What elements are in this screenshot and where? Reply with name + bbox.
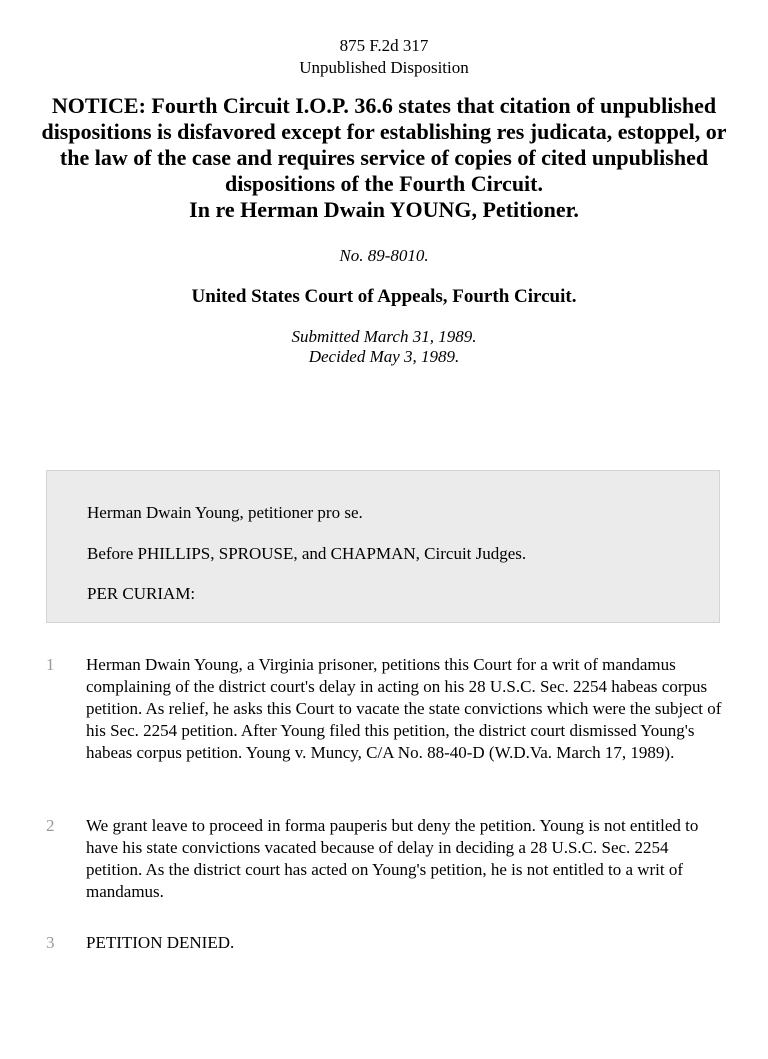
case-citation: 875 F.2d 317 [339, 36, 429, 55]
notice-text: NOTICE: Fourth Circuit I.O.P. 36.6 states that citation of unpublished dispositions is disfavored except for establishing res judicata, estoppel, or the law of the case and requires service of copies of cited unpublished dispositions of the Fourth Circuit. [41, 93, 727, 196]
counsel-box [46, 470, 720, 623]
submitted-date: Submitted March 31, 1989. [291, 327, 477, 346]
paragraph-text: We grant leave to proceed in forma pauperis but deny the petition. Young is not entitled to have his state convictions vacated because of delay in deciding a 28 U.S.C. Sec. 2254 petition. As the district court has acted on Young's petition, he is not entitled to a writ of mandamus. [86, 816, 699, 901]
case-dates [0, 327, 768, 367]
paragraph-number: 2 [46, 816, 55, 835]
paragraph-text: PETITION DENIED. [86, 933, 235, 952]
decided-date: Decided May 3, 1989. [308, 347, 460, 366]
disposition-label: Unpublished Disposition [299, 58, 469, 77]
paragraph-text: Herman Dwain Young, a Virginia prisoner, petitions this Court for a writ of mandamus complaining of the district court's delay in acting on his 28 U.S.C. Sec. 2254 habeas corpus petition. As relief, he asks this Court to vacate the state convictions which were the subject of his Sec. 2254 petition. After Young filed this petition, the district court dismissed Young's habeas corpus petition. Young v. Muncy, C/A No. 88-40-D (W.D.Va. March 17, 1989). [86, 655, 722, 762]
paragraph-number: 1 [46, 655, 55, 674]
counsel-line: Herman Dwain Young, petitioner pro se. [87, 503, 363, 522]
document-header [0, 35, 768, 79]
paragraph-number: 3 [46, 933, 55, 952]
case-title: In re Herman Dwain YOUNG, Petitioner. [189, 197, 579, 222]
judges-line: Before PHILLIPS, SPROUSE, and CHAPMAN, Circuit Judges. [87, 544, 527, 563]
docket-number: No. 89-8010. [339, 246, 429, 265]
court-name: United States Court of Appeals, Fourth Circuit. [191, 286, 577, 307]
per-curiam-label: PER CURIAM: [87, 584, 196, 603]
